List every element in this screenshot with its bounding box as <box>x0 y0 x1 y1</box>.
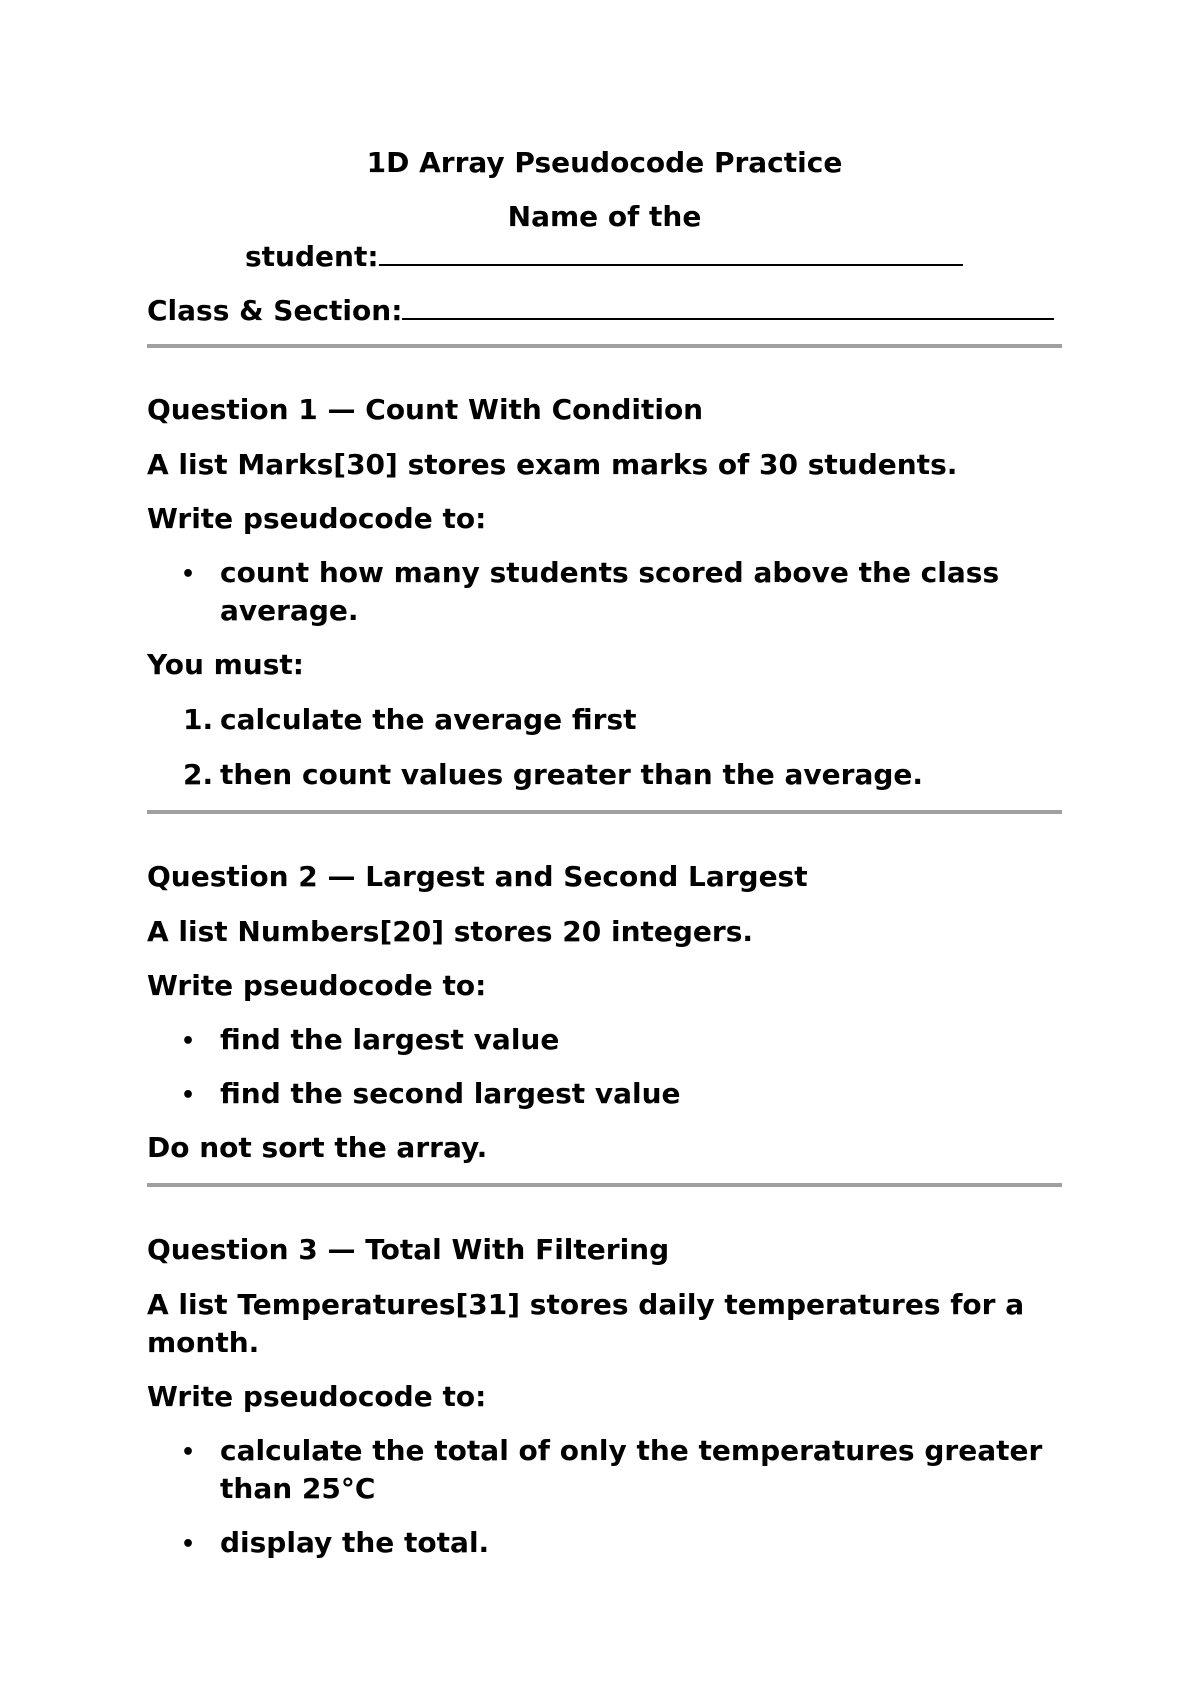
q1-step-2-number: 2. <box>183 758 214 791</box>
q1-step-2: then count values greater than the average. <box>220 758 924 791</box>
q1-intro: A list Marks[30] stores exam marks of 30 students. <box>147 448 958 481</box>
q3-intro-line2: month. <box>147 1326 260 1359</box>
class-section-blank[interactable] <box>402 290 1054 320</box>
q1-step-1: calculate the average first <box>220 703 637 736</box>
q2-bullet-2: find the second largest value <box>220 1077 681 1110</box>
divider-2 <box>147 810 1062 814</box>
q3-heading: Question 3 — Total With Filtering <box>147 1233 670 1266</box>
q3-instruction: Write pseudocode to: <box>147 1380 487 1413</box>
divider-1 <box>147 344 1062 348</box>
worksheet-title: 1D Array Pseudocode Practice <box>366 146 843 179</box>
q2-instruction: Write pseudocode to: <box>147 969 487 1002</box>
q2-heading: Question 2 — Largest and Second Largest <box>147 860 808 893</box>
q3-bullet-1-line1: calculate the total of only the temperatures greater <box>220 1434 1043 1467</box>
q2-note: Do not sort the array. <box>147 1131 488 1164</box>
q2-intro: A list Numbers[20] stores 20 integers. <box>147 915 754 948</box>
q1-instruction: Write pseudocode to: <box>147 502 487 535</box>
bullet-icon: • <box>181 562 196 587</box>
q3-intro-line1: A list Temperatures[31] stores daily temperatures for a <box>147 1288 1025 1321</box>
student-name-blank[interactable] <box>379 236 963 266</box>
bullet-icon: • <box>181 1440 196 1465</box>
bullet-icon: • <box>181 1083 196 1108</box>
divider-3 <box>147 1183 1062 1187</box>
q1-must-label: You must: <box>147 648 304 681</box>
q3-bullet-2: display the total. <box>220 1526 490 1559</box>
class-section-label: Class & Section: <box>147 294 403 327</box>
class-section-field <box>147 290 1054 330</box>
bullet-icon: • <box>181 1532 196 1557</box>
q1-bullet-1-line1: count how many students scored above the class <box>220 556 1000 589</box>
student-name-label-line2: student: <box>245 240 379 273</box>
bullet-icon: • <box>181 1029 196 1054</box>
q1-bullet-1-line2: average. <box>220 594 359 627</box>
q1-heading: Question 1 — Count With Condition <box>147 393 704 426</box>
student-name-field <box>245 236 963 276</box>
q2-bullet-1: find the largest value <box>220 1023 560 1056</box>
q1-step-1-number: 1. <box>183 703 214 736</box>
q3-bullet-1-line2: than 25°C <box>220 1472 376 1505</box>
student-name-label-line1: Name of the <box>507 200 702 233</box>
